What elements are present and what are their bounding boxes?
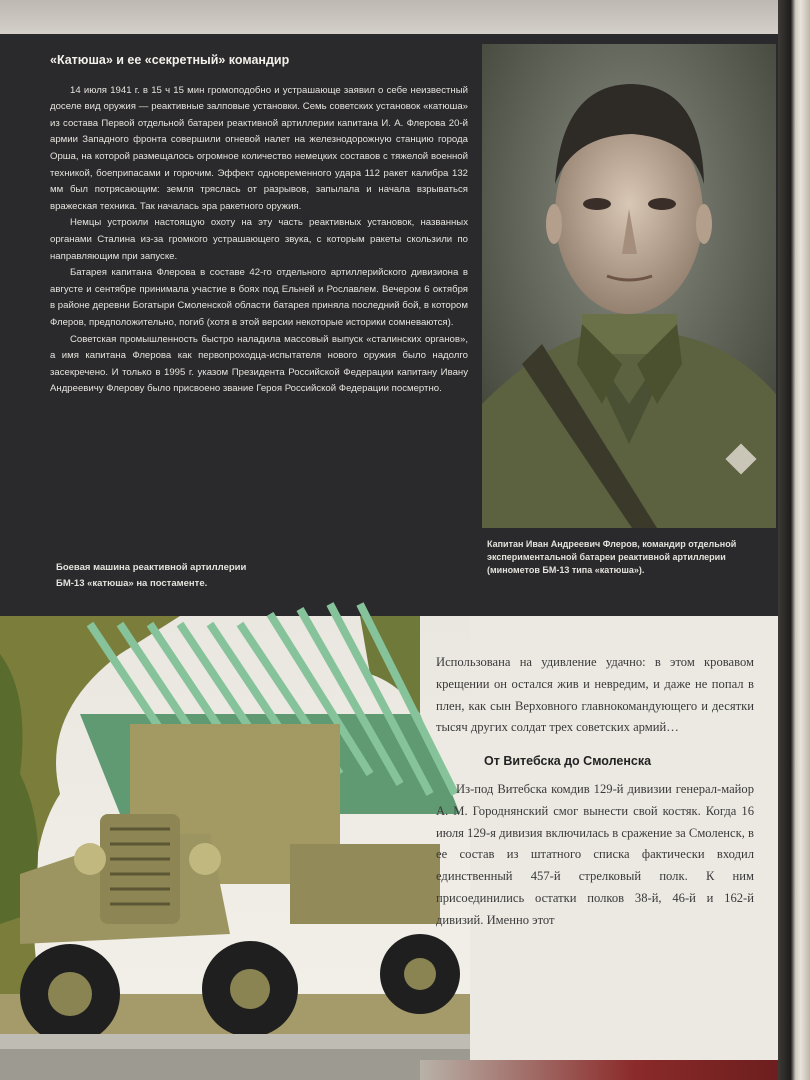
section-heading: От Витебска до Смоленска bbox=[484, 754, 652, 769]
portrait-caption: Капитан Иван Андреевич Флеров, командир отдельной экспериментальной батареи реактивной артиллерии (минометов БМ-13 типа «катюша»). bbox=[487, 539, 737, 575]
article-paragraph: Батарея капитана Флерова в составе 42-го отдельного артиллерийского дивизиона в августе и сентябре принимала участие в боях под Ельней и Рославлем. Вечером 6 октября в районе деревни Богатыри Смоленской области батарея приняла последний бой, в котором Флеров, предположительно, погиб (хотя в этой версии некоторые историки сомневаются). bbox=[50, 267, 468, 328]
article-paragraph: Немцы устроили настоящую охоту на эту часть реактивных установок, названных органами Сталина из-за громкого устрашающего звука, с которым ракеты скользили по направляющим при запуске. bbox=[50, 217, 468, 262]
vehicle-caption: Боевая машина реактивной артиллерии БМ-13 «катюша» на постаменте. bbox=[56, 562, 247, 589]
page-bottom-edge bbox=[420, 1060, 778, 1080]
katyusha-photo bbox=[0, 594, 470, 1080]
article-paragraph: 14 июля 1941 г. в 15 ч 15 мин громоподобно и устрашающе заявил о себе неизвестный доселе вид оружия — реактивные залповые установки. Семь советских установок «катюша» из состава Первой отдельной батареи реактивной артиллерии капитана И. А. Флерова 20-й армии Западного фронта совершили огневой налет на железнодорожную станцию города Орша, на которой размещалось огромное количество немецких составов с тяжелой военной техникой, боеприпасами и горючим. Эффект одновременного удара 112 ракет калибра 132 мм был потрясающим: земля тряслась от разрывов, запылала и начала взрываться вражеская техника. Так началась эра ракетного оружия. bbox=[50, 84, 468, 212]
article-title: «Катюша» и ее «секретный» командир bbox=[50, 53, 290, 67]
page-edge bbox=[778, 0, 810, 1080]
portrait-illustration bbox=[482, 44, 776, 528]
body-paragraph: Из-под Витебска комдив 129-й дивизии генерал-майор А. М. Городнянский смог вынести свой костяк. Когда 16 июля 129-я дивизия включилась в сражение за Смоленск, в ее состав из штатного списка фактически входил единственный 457-й стрелковый полк. К ним присоединились остатки полков 38-й, 46-й и 162-й дивизий. Именно этот bbox=[436, 781, 754, 927]
katyusha-illustration bbox=[0, 594, 470, 1080]
portrait-photo bbox=[482, 44, 776, 528]
main-text bbox=[436, 652, 754, 932]
sidebar-article bbox=[50, 52, 468, 398]
article-paragraph: Советская промышленность быстро наладила массовый выпуск «сталинских органов», а имя капитана Флерова как первопроходца-испытателя нового оружия было надолго засекречено. И только в 1995 г. указом Президента Российской Федерации капитану Ивану Андреевичу Флерову было присвоено звание Героя Российской Федерации посмертно. bbox=[50, 333, 468, 395]
intro-paragraph: Использована на удивление удачно: в этом кровавом крещении он остался жив и невредим, и даже не попал в плен, как сын Верховного главнокомандующего и десятки тысяч других солдат трех советских армий… bbox=[436, 655, 754, 735]
